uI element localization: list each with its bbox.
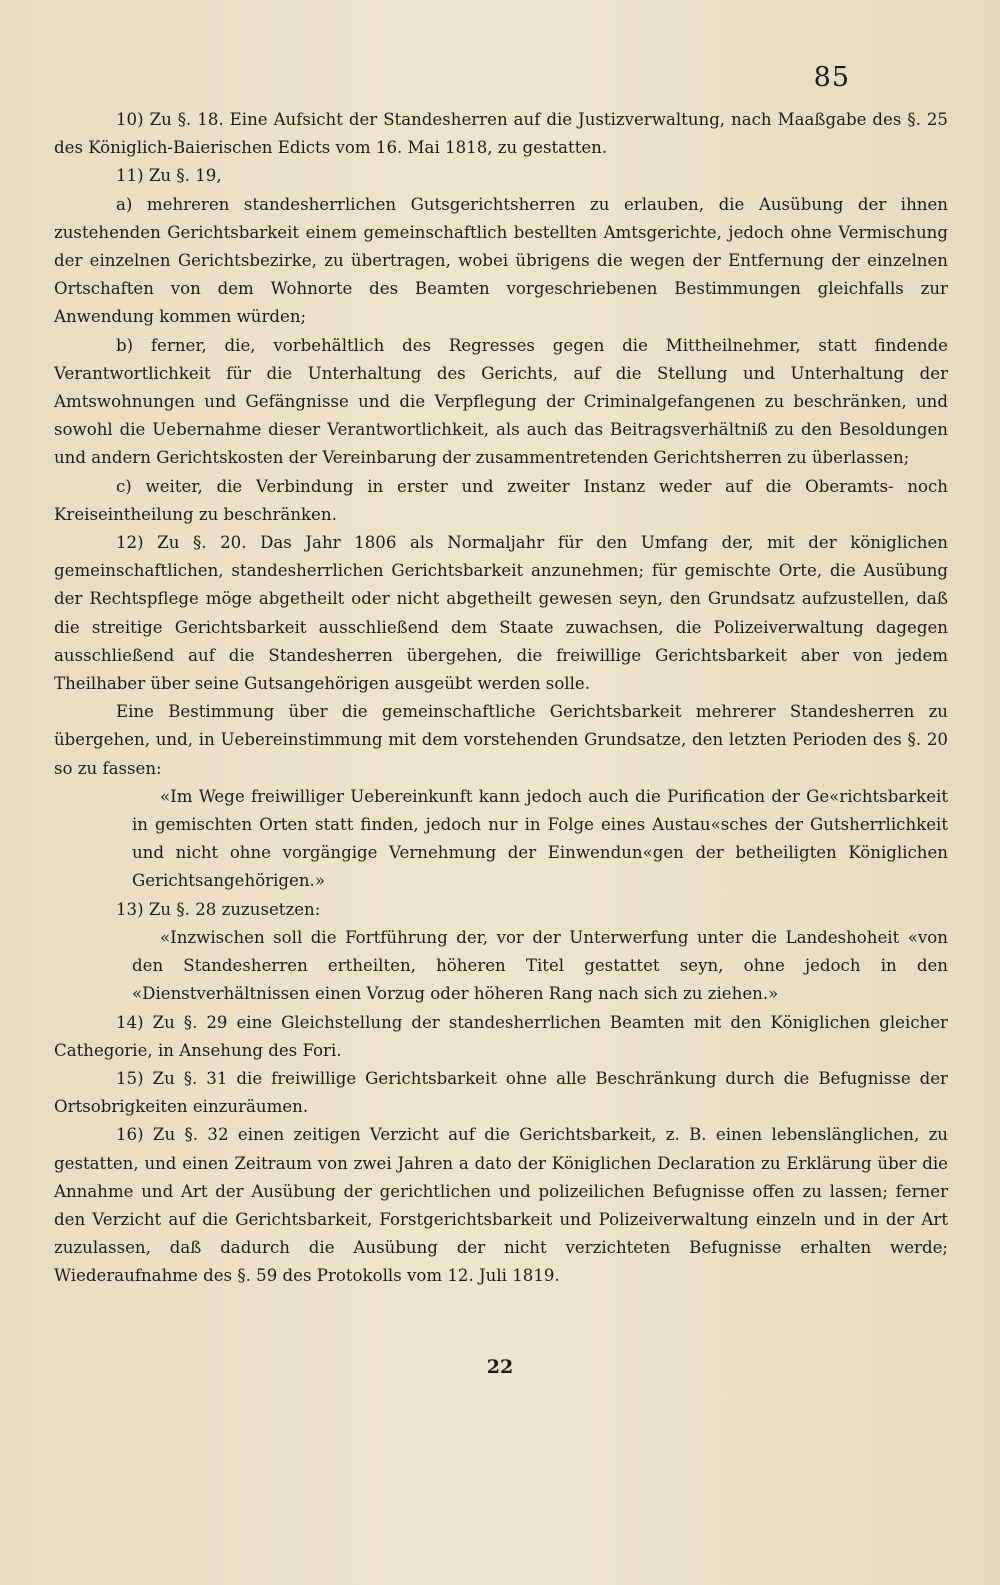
quote-paragraph-12: «Im Wege freiwilliger Uebereinkunft kann jedoch auch die Purification der Ge«richtsbarkeit in gemischten Orten statt finden, jedoch nur in Folge eines Austau«sches der Gutsherrlichkeit und nicht ohne vorgängige Vernehmung der Einwendun«gen der betheiligten Königlichen Gerichtsangehörigen.» [132, 786, 948, 891]
signature-mark: 22 [486, 1356, 514, 1378]
paragraph-12: 12) Zu §. 20. Das Jahr 1806 als Normaljahr für den Umfang der, mit der königlichen gemeinschaftlichen, standesherrlichen Gerichtsbarkeit anzunehmen; für gemischte Orte, die Ausübung der Rechtspflege möge abgetheilt oder nicht abgetheilt gewesen seyn, den Grundsatz aufzustellen, daß die streitige Gerichtsbarkeit ausschließend dem Staate zuwachsen, die Polizeiverwaltung dagegen ausschließend auf die Standesherren übergehen, die freiwillige Gerichtsbarkeit aber von jedem Theilhaber über seine Gutsangehörigen ausgeübt werden solle. [54, 533, 948, 694]
paragraph-16: 16) Zu §. 32 einen zeitigen Verzicht auf die Gerichtsbarkeit, z. B. einen lebenslänglichen, zu gestatten, und einen Zeitraum von zwei Jahren a dato der Königlichen Declaration zu Erklärung über die Annahme und Art der Ausübung der gerichtlichen und polizeilichen Befugnisse offen zu lassen; ferner den Verzicht auf die Gerichtsbarkeit, Forstgerichtsbarkeit und Polizeiverwaltung einzeln und in der Art zuzulassen, daß dadurch die Ausübung der nicht verzichteten Befugnisse erhalten werde; Wiederaufnahme des §. 59 des Protokolls vom 12. Juli 1819. [54, 1125, 948, 1286]
paragraph-11a: a) mehreren standesherrlichen Gutsgerichtsherren zu erlauben, die Ausübung der ihnen zustehenden Gerichtsbarkeit einem gemeinschaftlich bestellten Amtsgerichte, jedoch ohne Vermischung der einzelnen Gerichtsbezirke, zu übertragen, wobei übrigens die wegen der Entfernung der einzelnen Ortschaften von dem Wohnorte des Beamten vorgeschriebenen Bestimmungen gleichfalls zur Anwendung kommen würden; [54, 194, 948, 327]
paragraph-14: 14) Zu §. 29 eine Gleichstellung der standesherrlichen Beamten mit den Königlichen gleicher Cathegorie, in Ansehung des Fori. [54, 1012, 948, 1060]
paragraph-12-note: Eine Bestimmung über die gemeinschaftliche Gerichtsbarkeit mehrerer Standesherren zu übergehen, und, in Uebereinstimmung mit dem vorstehenden Grundsatze, den letzten Perioden des §. 20 so zu fassen: [54, 702, 948, 778]
text-body [54, 106, 948, 1291]
paragraph-13: 13) Zu §. 28 zuzusetzen: [116, 899, 321, 919]
page-number: 85 [813, 62, 850, 93]
paragraph-15: 15) Zu §. 31 die freiwillige Gerichtsbarkeit ohne alle Beschränkung durch die Befugnisse der Ortsobrigkeiten einzuräumen. [54, 1068, 948, 1117]
paragraph-11c: c) weiter, die Verbindung in erster und zweiter Instanz weder auf die Oberamts- noch Kreiseintheilung zu beschränken. [54, 476, 948, 524]
paragraph-11b: b) ferner, die, vorbehältlich des Regresses gegen die Mittheilnehmer, statt findende Verantwortlichkeit für die Unterhaltung des Gerichts, auf die Stellung und Unterhaltung der Amtswohnungen und Gefängnisse und die Verpflegung der Criminalgefangenen zu beschränken, und sowohl die Uebernahme dieser Verantwortlichkeit, als auch das Beitragsverhältniß zu den Besoldungen und andern Gerichtskosten der Vereinbarung der zusammentretenden Gerichtsherren zu überlassen; [54, 335, 948, 468]
quote-paragraph-13: «Inzwischen soll die Fortführung der, vor der Unterwerfung unter die Landeshoheit «von den Standesherren ertheilten, höheren Titel gestattet seyn, ohne jedoch in den «Dienstverhältnissen einen Vorzug oder höheren Rang nach sich zu ziehen.» [132, 927, 948, 1004]
paragraph-11: 11) Zu §. 19, [116, 166, 222, 186]
paragraph-10: 10) Zu §. 18. Eine Aufsicht der Standesherren auf die Justizverwaltung, nach Maaßgabe des §. 25 des Königlich-Baierischen Edicts vom 16. Mai 1818, zu gestatten. [54, 110, 948, 158]
